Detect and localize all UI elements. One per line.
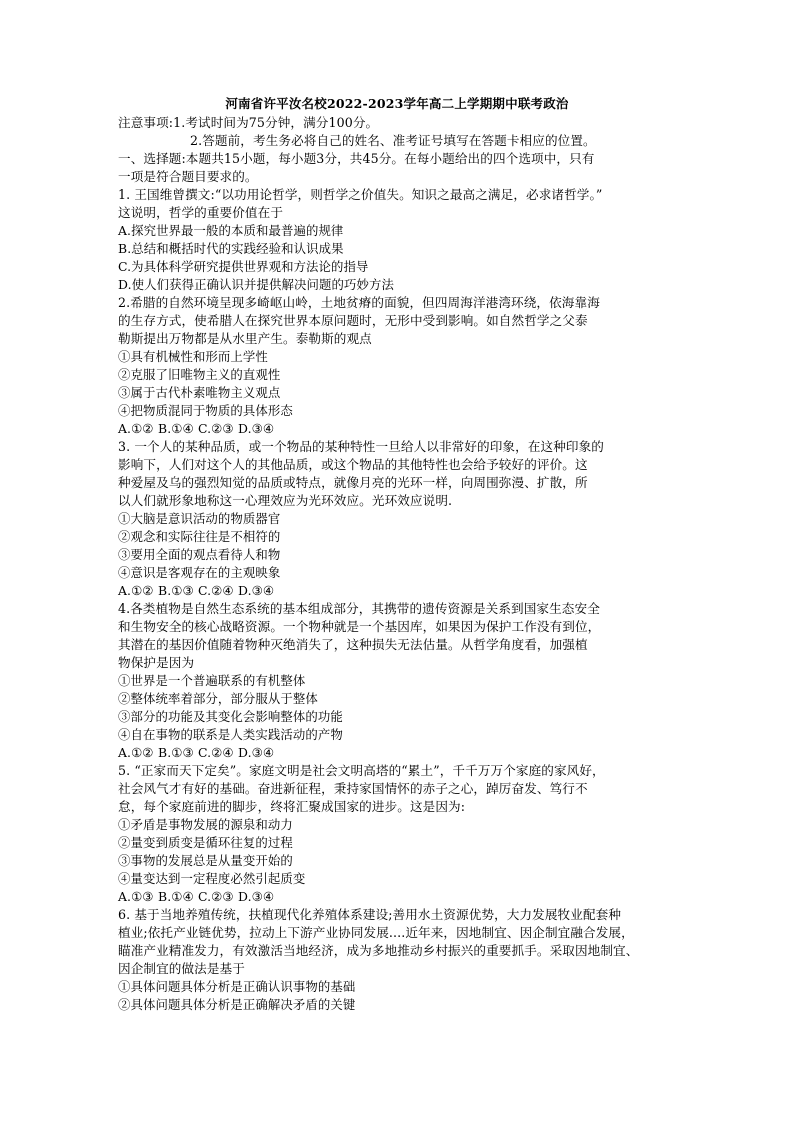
q4-stem-1: 4.各类植物是自然生态系统的基本组成部分，其携带的遗传资源是关系到国家生态安全 [118,601,600,616]
q4-stem-3: 其潜在的基因价值随着物种灭绝消失了，这种损失无法估量。从哲学角度看，加强植 [118,637,588,652]
q4-item-4: ④自在事物的联系是人类实践活动的产物 [118,727,343,742]
q5-choice-a: A.①③ [118,889,154,904]
q4-item-2: ②整体统率着部分，部分服从于整体 [118,691,318,706]
q3-item-4: ④意识是客观存在的主观映象 [118,565,281,580]
q4-choices [118,744,688,762]
q4-item-3: ③部分的功能及其变化会影响整体的功能 [118,709,343,724]
q1-stem-2: 这说明，哲学的重要价值在于 [118,205,284,220]
q5-choice-c: C.②③ [198,889,234,904]
q2-stem-3: 勒斯提出万物都是从水里产生。泰勒斯的观点 [118,331,372,346]
notes-line-1: 注意事项:1.考试时间为75分钟，满分100分。 [118,115,379,130]
q1-stem-1: 1. 王国维曾撰文:“以功用论哲学，则哲学之价值失。知识之最高之满足，必求诸哲学。” [118,187,603,202]
q5-item-4: ④量变达到一定程度必然引起质变 [118,871,306,886]
q2-stem-1: 2.希腊的自然环境呈现多崎岖山岭，土地贫瘠的面貌，但四周海洋港湾环绕，依海靠海 [118,295,600,310]
notes-line-2: 2.答题前，考生务必将自己的姓名、准考证号填写在答题卡相应的位置。 [190,133,596,148]
q4-choice-d: D.③④ [238,745,275,760]
q4-stem-2: 和生物安全的核心战略资源。一个物种就是一个基因库，如果因为保护工作没有到位， [118,619,601,634]
q1-option-b: B.总结和概括时代的实践经验和认识成果 [118,241,344,256]
q5-stem-1: 5. “正家而天下定矣”。家庭文明是社会文明高塔的“累土”，千千万万个家庭的家风好， [118,763,605,778]
q4-choice-c: C.②④ [198,745,234,760]
q5-item-3: ③事物的发展总是从量变开始的 [118,853,293,868]
q3-choice-b: B.①③ [158,583,194,598]
q4-choice-a: A.①② [118,745,154,760]
q1-option-d: D.使人们获得正确认识并提供解决问题的巧妙方法 [118,277,394,292]
q3-choice-d: D.③④ [238,583,275,598]
q6-stem-3: 瞄准产业精准发力，有效激活当地经济，成为多地推动乡村振兴的重要抓手。采取因地制宜、 [118,943,639,958]
q6-stem-1: 6. 基于当地养殖传统，扶植现代化养殖体系建设;善用水土资源优势，大力发展牧业配套种 [118,907,622,922]
q5-stem-2: 社会风气才有好的基础。奋进新征程，秉持家国情怀的赤子之心，踔厉奋发、笃行不 [118,781,588,796]
q2-choice-a: A.①② [118,421,154,436]
q3-stem-4: 以人们就形象地称这一心理效应为光环效应。光环效应说明. [118,493,453,508]
q3-stem-3: 种爱屋及乌的强烈知觉的品质或特点，就像月亮的光环一样，向周围弥漫、扩散，所 [118,475,588,490]
q2-choice-c: C.②③ [198,421,234,436]
q4-item-1: ①世界是一个普遍联系的有机整体 [118,673,306,688]
q3-item-3: ③要用全面的观点看待人和物 [118,547,281,562]
q6-item-2: ②具体问题具体分析是正确解决矛盾的关键 [118,997,356,1012]
exam-title: 河南省许平汝名校2022-2023学年高二上学期期中联考政治 [225,96,569,111]
q5-item-1: ①矛盾是事物发展的源泉和动力 [118,817,293,832]
q4-stem-4: 物保护是因为 [118,655,195,670]
q2-choices [118,420,688,438]
q5-choice-b: B.①④ [158,889,194,904]
q2-choice-d: D.③④ [238,421,275,436]
q5-stem-3: 怠，每个家庭前进的脚步，终将汇聚成国家的进步。这是因为: [118,799,466,814]
q6-stem-2: 植业;依托产业链优势，拉动上下游产业协同发展....近年来，因地制宜、因企制宜融合发展， [118,925,634,940]
q2-item-2: ②克服了旧唯物主义的直观性 [118,367,281,382]
q2-item-4: ④把物质混同于物质的具体形态 [118,403,293,418]
section-heading-1: 一、选择题:本题共15小题，每小题3分，共45分。在每小题给出的四个选项中，只有 [118,151,595,166]
q2-stem-2: 的生存方式，使希腊人在探究世界本原问题时，无形中受到影响。如自然哲学之父泰 [118,313,588,328]
q3-choice-a: A.①② [118,583,154,598]
q3-stem-2: 影响下，人们对这个人的其他品质，或这个物品的其他特性也会给予较好的评价。这 [118,457,588,472]
q2-choice-b: B.①④ [158,421,194,436]
q3-choices [118,582,688,600]
q3-stem-1: 3. 一个人的某种品质，或一个物品的某种特性一旦给人以非常好的印象，在这种印象的 [118,439,604,454]
q2-item-1: ①具有机械性和形而上学性 [118,349,268,364]
q6-stem-4: 因企制宜的做法是基于 [118,961,245,976]
exam-content [118,114,688,1014]
q6-item-1: ①具体问题具体分析是正确认识事物的基础 [118,979,356,994]
q1-option-c: C.为具体科学研究提供世界观和方法论的指导 [118,259,369,274]
q3-item-2: ②观念和实际往往是不相符的 [118,529,281,544]
q3-item-1: ①大脑是意识活动的物质器官 [118,511,281,526]
q5-choices [118,888,688,906]
q4-choice-b: B.①③ [158,745,194,760]
section-heading-2: 一项是符合题目要求的。 [118,169,258,184]
q5-item-2: ②量变到质变是循环往复的过程 [118,835,293,850]
q1-option-a: A.探究世界最一般的本质和最普遍的规律 [118,223,344,238]
q2-item-3: ③属于古代朴素唯物主义观点 [118,385,281,400]
q3-choice-c: C.②④ [198,583,234,598]
q5-choice-d: D.③④ [238,889,275,904]
